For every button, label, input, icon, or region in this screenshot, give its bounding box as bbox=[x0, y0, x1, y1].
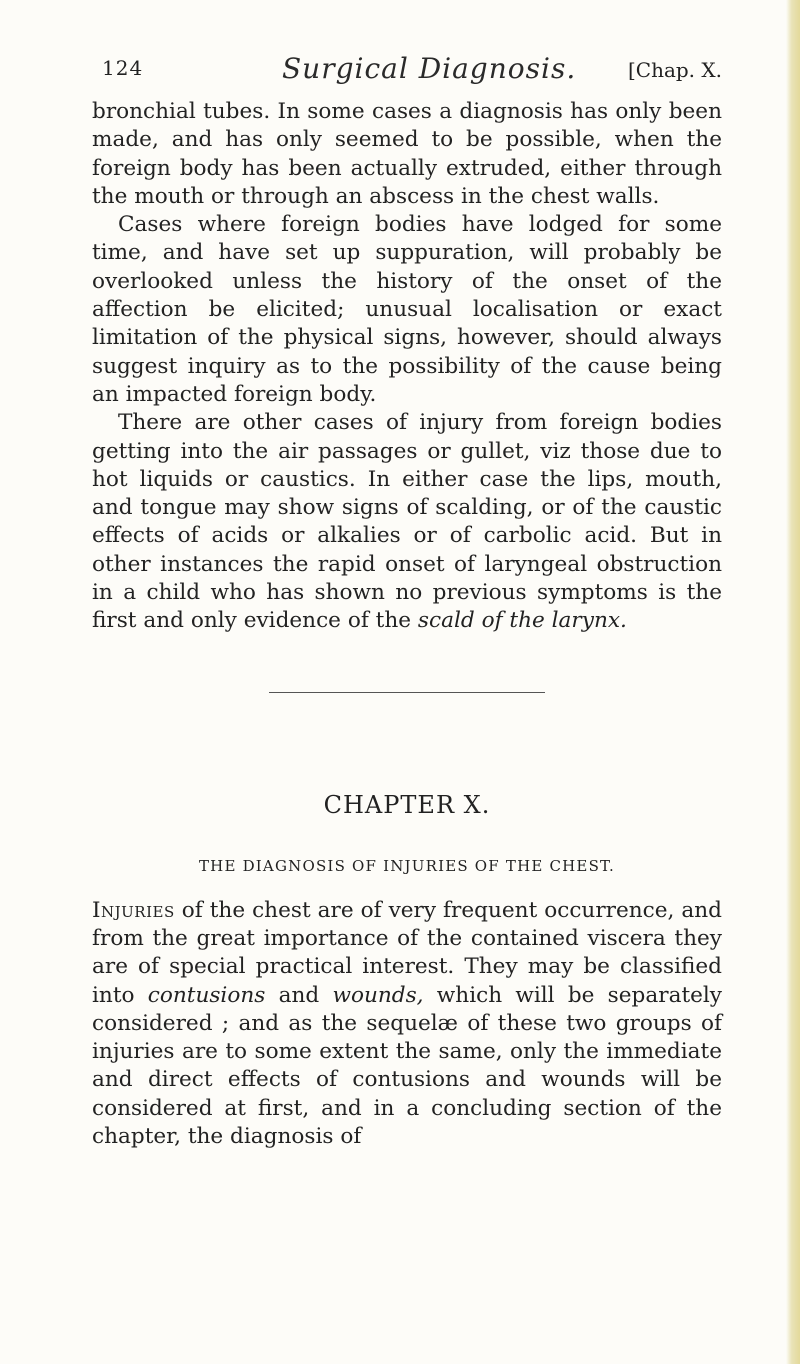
body-text-1: of the chest are of very frequent occurrence, and from the great importance of the contained viscera they are of special practical interest. They may be classified into bbox=[92, 897, 722, 1008]
page-edge bbox=[786, 0, 800, 1364]
chapter-body-paragraph bbox=[92, 897, 722, 1152]
paragraph-2: Cases where foreign bodies have lodged for some time, and have set up suppuration, will probably be overlooked unless the history of the onset of the affection be elicited; unusual localisation or exact limitation of the physical signs, however, should always suggest inquiry as to the possibility of the cause being an impacted foreign body. bbox=[92, 212, 722, 407]
book-page bbox=[92, 50, 722, 1151]
chapter-subtitle: THE DIAGNOSIS OF INJURIES OF THE CHEST. bbox=[198, 856, 616, 875]
chapter-reference: [Chap. X. bbox=[627, 58, 722, 82]
lead-word: Injuries bbox=[92, 897, 175, 923]
paragraph-3-italic: scald of the larynx. bbox=[417, 608, 627, 634]
body-text-2: and bbox=[265, 982, 333, 1008]
running-head: Surgical Diagnosis. bbox=[282, 52, 577, 85]
term-contusions: contusions bbox=[147, 982, 266, 1008]
paragraph-1: bronchial tubes. In some cases a diagnosis has only been made, and has only seemed to be possible, when the foreign body has been actually extruded, either through the mouth or through an abscess in the chest walls. bbox=[92, 99, 722, 209]
paragraph-3-text: There are other cases of injury from foreign bodies getting into the air passages or gullet, viz those due to hot liquids or caustics. In either case the lips, mouth, and tongue may show signs of scalding, or of the caustic effects of acids or alkalies or of carbolic acid. But in other instances the rapid onset of laryngeal obstruction in a child who has shown no previous symptoms is the first and only evidence of the bbox=[92, 410, 722, 634]
paragraph-3 bbox=[92, 409, 722, 635]
page-number: 124 bbox=[102, 56, 144, 80]
term-wounds: wounds, bbox=[332, 982, 424, 1008]
chapter-title: CHAPTER X. bbox=[323, 790, 491, 819]
page-header bbox=[92, 50, 722, 98]
section-divider bbox=[269, 692, 545, 693]
body-text-3: which will be separately considered ; and as the sequelæ of these two groups of injuries are to some extent the same, only the immediate and direct effects of contusions and wounds will be considered at first, and in a concluding section of the chapter, the diagnosis of bbox=[92, 982, 723, 1150]
